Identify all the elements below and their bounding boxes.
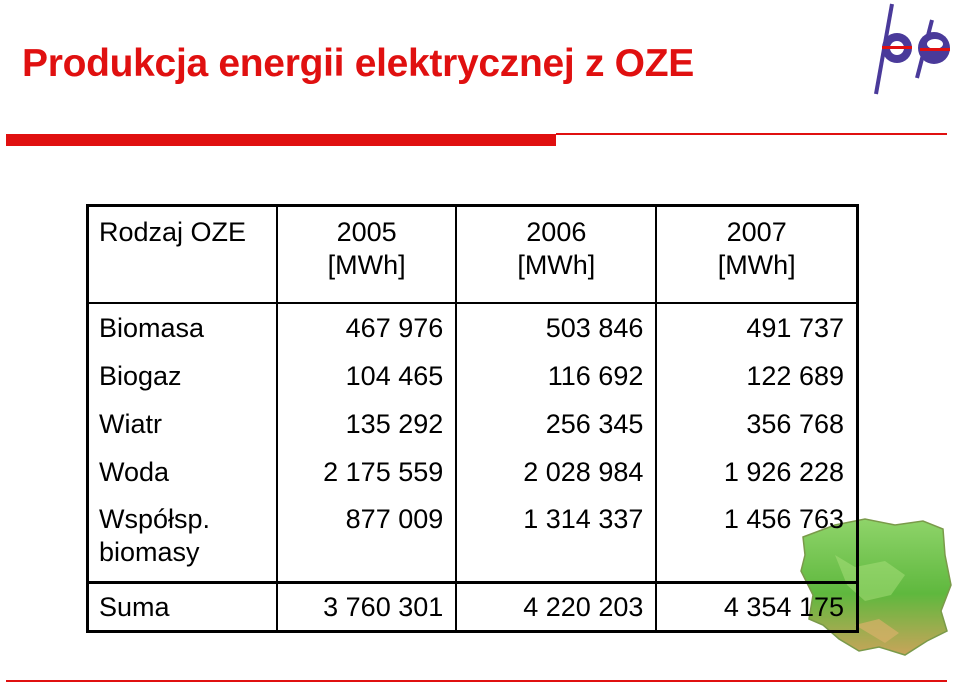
row-name: Biomasa — [99, 313, 205, 343]
sum-value-2005: 3 760 301 — [277, 583, 456, 632]
header-2006-year: 2006 — [526, 217, 587, 247]
row-name-line1: Współsp. — [99, 504, 211, 534]
table-row — [88, 448, 858, 496]
row-value-2007: 356 768 — [656, 400, 857, 448]
row-value-2006: 256 345 — [456, 400, 656, 448]
row-value-2007: 1 456 763 — [656, 496, 857, 583]
row-value-2007: 491 737 — [656, 303, 857, 352]
row-value-2006: 116 692 — [456, 352, 656, 400]
row-value-2005: 135 292 — [277, 400, 456, 448]
table-header-row — [88, 206, 858, 304]
header-type-label: Rodzaj OZE — [99, 217, 247, 247]
row-value-2005: 467 976 — [277, 303, 456, 352]
row-value-2005: 2 175 559 — [277, 448, 456, 496]
table-sum-row — [88, 583, 858, 632]
sum-label: Suma — [88, 583, 278, 632]
table-row — [88, 400, 858, 448]
row-value-2005: 104 465 — [277, 352, 456, 400]
slide-title: Produkcja energii elektrycznej z OZE — [22, 42, 694, 85]
table-row — [88, 496, 858, 583]
header-2007-unit: [MWh] — [717, 250, 796, 280]
header-rule-thin — [556, 133, 947, 135]
logo — [862, 0, 957, 98]
row-value-2006: 503 846 — [456, 303, 656, 352]
table-row — [88, 352, 858, 400]
table-row — [88, 303, 858, 352]
header-2006 — [456, 206, 656, 304]
row-value-2007: 122 689 — [656, 352, 857, 400]
row-value-2006: 1 314 337 — [456, 496, 656, 583]
row-value-2005: 877 009 — [277, 496, 456, 583]
row-name: Biogaz — [99, 361, 182, 391]
row-value-2007: 1 926 228 — [656, 448, 857, 496]
sum-value-2006: 4 220 203 — [456, 583, 656, 632]
header-2007 — [656, 206, 857, 304]
header-type — [88, 206, 278, 304]
header-rule-thick — [6, 134, 556, 146]
row-name: Woda — [99, 457, 170, 487]
header-2005-year: 2005 — [336, 217, 397, 247]
header-2006-unit: [MWh] — [517, 250, 596, 280]
row-name: Wiatr — [99, 409, 162, 439]
sum-value-2007: 4 354 175 — [656, 583, 857, 632]
header-2005 — [277, 206, 456, 304]
header-2007-year: 2007 — [726, 217, 787, 247]
row-name — [88, 496, 278, 583]
row-value-2006: 2 028 984 — [456, 448, 656, 496]
row-name-line2: biomasy — [99, 537, 200, 567]
energy-table — [86, 204, 859, 633]
footer-rule — [6, 680, 947, 682]
header-2005-unit: [MWh] — [327, 250, 406, 280]
